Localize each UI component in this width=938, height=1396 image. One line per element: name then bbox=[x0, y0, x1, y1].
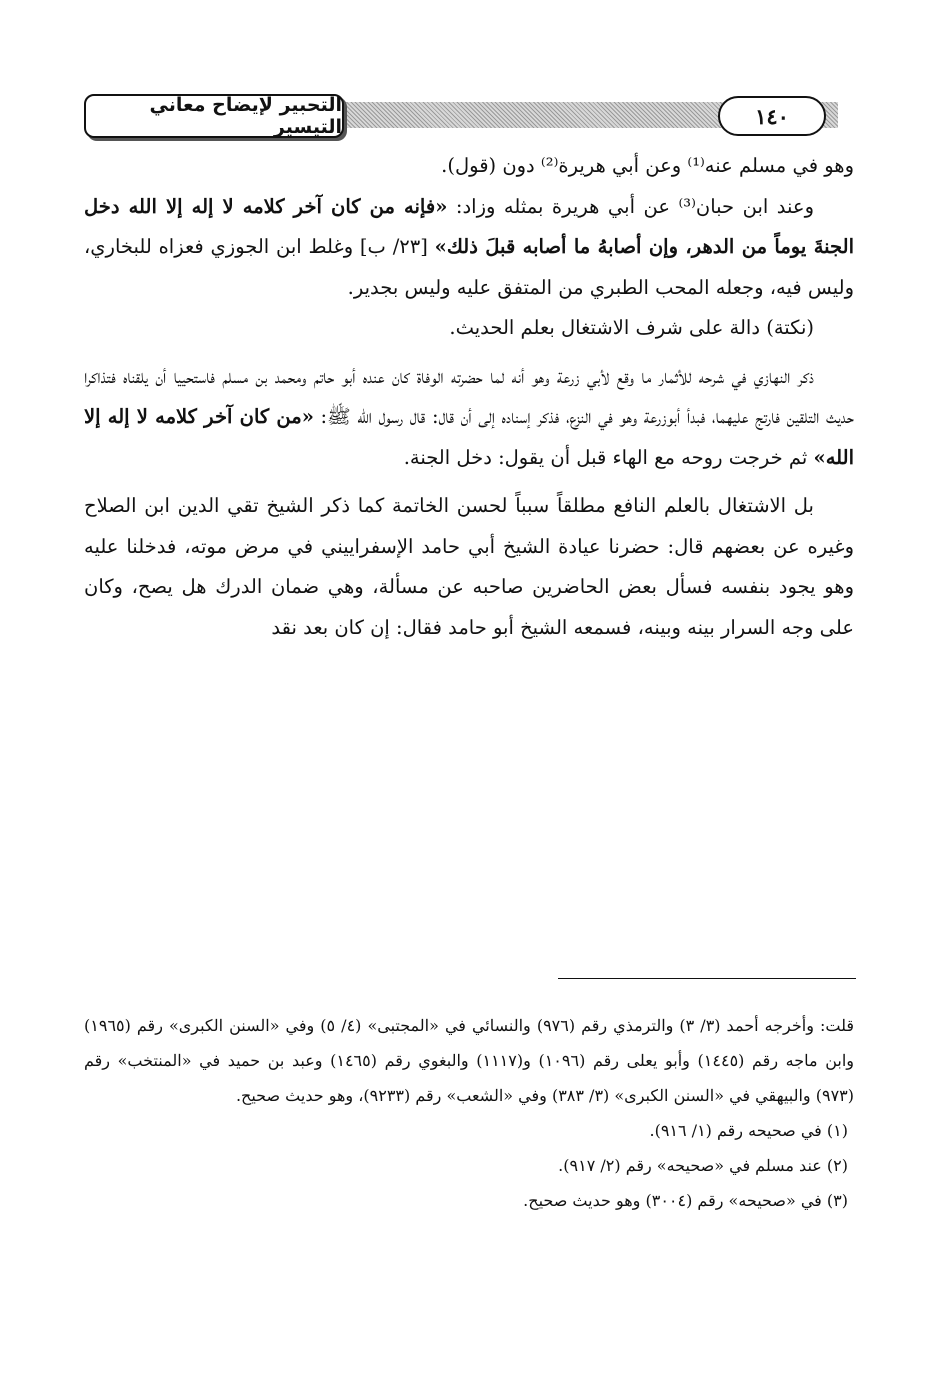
footnote-continued: قلت: وأخرجه أحمد (٣/ ٣) والترمذي رقم (٩٧٦) والنسائي في «المجتبى» (٤/ ٥) وفي «السنن الكبرى» رقم (١٩٦٥) وابن ماجه رقم (١٤٤٥) وأبو يعلى رقم (١٠٩٦) و(١١١٧) والبغوي رقم (١٤٦٥) وعبد بن حميد في «المنتخب» رقم (٩٧٣) والبيهقي في «السنن الكبرى» (٣/ ٣٨٣) وفي «الشعب» رقم (٩٢٣٣)، وهو حديث صحيح. bbox=[84, 1016, 855, 1105]
page-number-text: ١٤٠ bbox=[755, 103, 789, 129]
paragraph-gap bbox=[84, 478, 854, 486]
footnote-1: (١) في صحيحه رقم (١/ ٩١٦). bbox=[649, 1121, 848, 1140]
footnotes bbox=[84, 1008, 854, 1218]
paragraph-3: (نكتة) دالة على شرف الاشتغال بعلم الحديث. bbox=[449, 316, 814, 339]
paragraph-4 bbox=[84, 357, 854, 479]
paragraph-4-intro: ذكر النهازي في شرحه للأثمار ما وقع لأبي زرعة وهو أنه لما حضرته الوفاة كان عنده أبو حاتم ومحمد بن مسلم فاستحييا أن يلقناه فتذاكرا حديث التلقين فارتج عليهما، فبدأ أبوزرعة وهو في النزع، فذكر إسناده إلى أن قال: قال رسول الله ﷺ: bbox=[84, 364, 854, 428]
paragraph-1: وهو في مسلم عنه⁽¹⁾ وعن أبي هريرة⁽²⁾ دون (قول). bbox=[441, 154, 854, 177]
book-title bbox=[84, 94, 344, 138]
footnote-separator bbox=[558, 978, 856, 979]
hadith-quote-2: «من كان آخر كلامه لا إله إلا الله» bbox=[84, 405, 854, 469]
footnote-2: (٢) عند مسلم في «صحيحه» رقم (٢/ ٩١٧). bbox=[558, 1156, 848, 1175]
hadith-quote-1: «فإنه من كان آخر كلامه لا إله إلا الله دخل الجنةَ يوماً من الدهر، وإن أصابهُ ما أصابه قبلَ ذلك» bbox=[84, 194, 854, 258]
paragraph-2-rest: [٢٣/ ب] وغلط ابن الجوزي فعزاه للبخاري، وليس فيه، وجعله المحب الطبري من المتفق عليه وليس بجدير. bbox=[84, 235, 854, 299]
main-text bbox=[84, 146, 854, 648]
footnote-3: (٣) في «صحيحه» رقم (٣٠٠٤) وهو حديث صحيح. bbox=[523, 1191, 848, 1210]
paragraph-2-intro: وعند ابن حبان⁽³⁾ عن أبي هريرة بمثله وزاد: bbox=[447, 194, 814, 218]
page-number bbox=[718, 96, 826, 136]
paragraph-2 bbox=[84, 187, 854, 309]
paragraph-4-rest: ثم خرجت روحه مع الهاء قبل أن يقول: دخل الجنة. bbox=[403, 445, 814, 469]
paragraph-5: بل الاشتغال بالعلم النافع مطلقاً سبباً لحسن الخاتمة كما ذكر الشيخ تقي الدين ابن الصلاح وغيره عن بعضهم قال: حضرنا عيادة الشيخ أبي حامد الإسفراييني في مرض موته، فدخلنا عليه وهو يجود بنفسه فسأل بعض الحاضرين صاحبه عن مسألة، وهي ضمان الدرك هل يصح، وكان على وجه السرار بينه وبينه، فسمعه الشيخ أبو حامد فقال: إن كان بعد نقد bbox=[84, 494, 854, 639]
book-title-text: التحبير لإيضاح معاني التيسير bbox=[149, 94, 342, 138]
paragraph-gap bbox=[84, 349, 854, 357]
